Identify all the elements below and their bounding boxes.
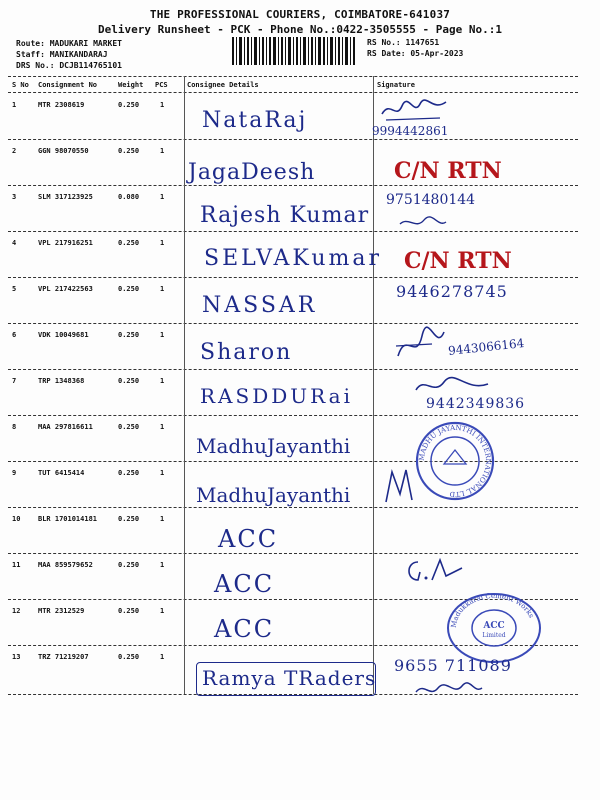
- signature-scribble: [412, 374, 492, 398]
- column-divider: [184, 76, 185, 694]
- runsheet-meta-right: [367, 37, 463, 59]
- consignee-handwriting: ACC: [214, 615, 275, 643]
- row-sno: 13: [12, 653, 21, 661]
- route-label: Route: MADUKARI MARKET: [16, 39, 122, 48]
- row-sno: 8: [12, 423, 17, 431]
- row-sno: 6: [12, 331, 17, 339]
- row-consignment: GGN 98070550: [38, 147, 89, 155]
- row-pcs: 1: [160, 469, 165, 477]
- signature-scribble: [398, 214, 448, 232]
- row-pcs: 1: [160, 193, 165, 201]
- signature-phone: 9442349836: [426, 396, 526, 412]
- row-consignment: TUT 6415414: [38, 469, 85, 477]
- row-rule: [8, 507, 578, 508]
- row-sno: 7: [12, 377, 17, 385]
- row-sno: 5: [12, 285, 17, 293]
- row-rule: [8, 369, 578, 370]
- acc-seal: [444, 590, 544, 664]
- row-weight: 0.250: [118, 377, 140, 385]
- row-pcs: 1: [160, 239, 165, 247]
- row-weight: 0.250: [118, 561, 140, 569]
- table-top-rule: [8, 76, 578, 77]
- runsheet-title: Delivery Runsheet - PCK - Phone No.:0422-3505555 - Page No.:1: [98, 23, 502, 36]
- column-divider: [373, 76, 374, 694]
- consignee-handwriting: Ramya TRaders: [202, 666, 377, 690]
- row-consignment: VDK 10049681: [38, 331, 89, 339]
- signature-phone: 9655 711089: [394, 656, 512, 675]
- row-rule: [8, 553, 578, 554]
- drs-number: DRS No.: DCJB114765101: [16, 61, 122, 70]
- row-weight: 0.250: [118, 101, 140, 109]
- runsheet-meta-left: [16, 38, 122, 71]
- row-pcs: 1: [160, 285, 165, 293]
- return-mark: C/N RTN: [394, 158, 502, 184]
- consignee-handwriting: MadhuJayanthi: [196, 434, 351, 458]
- consignee-handwriting: ACC: [214, 570, 275, 598]
- signature-scribble: [414, 680, 484, 700]
- seal-sub-text: Limited: [482, 632, 506, 639]
- row-pcs: 1: [160, 607, 165, 615]
- consignee-handwriting: MadhuJayanthi: [196, 483, 351, 507]
- row-weight: 0.250: [118, 607, 140, 615]
- barcode: [232, 37, 356, 65]
- row-consignment: TRP 1348368: [38, 377, 85, 385]
- signature-scribble: [382, 466, 416, 506]
- row-sno: 2: [12, 147, 17, 155]
- row-consignment: VPL 217916251: [38, 239, 93, 247]
- row-rule: [8, 277, 578, 278]
- consignee-handwriting: JagaDeesh: [188, 160, 316, 185]
- row-pcs: 1: [160, 331, 165, 339]
- seal-center-text: ACC: [483, 621, 505, 631]
- row-pcs: 1: [160, 147, 165, 155]
- row-consignment: BLR 1701014181: [38, 515, 98, 523]
- column-header-consignment: Consignment No: [38, 81, 98, 89]
- signature-scribble: [402, 556, 466, 586]
- row-weight: 0.250: [118, 469, 140, 477]
- column-header-signature: Signature: [377, 81, 415, 89]
- row-sno: 11: [12, 561, 21, 569]
- row-sno: 4: [12, 239, 17, 247]
- row-consignment: MAA 859579652: [38, 561, 93, 569]
- row-pcs: 1: [160, 423, 165, 431]
- row-weight: 0.250: [118, 331, 140, 339]
- consignee-handwriting: ACC: [218, 525, 279, 553]
- column-header-pcs: PCS: [155, 81, 168, 89]
- signature-phone: 9994442861: [372, 124, 449, 138]
- row-consignment: TRZ 71219207: [38, 653, 89, 661]
- row-consignment: VPL 217422563: [38, 285, 93, 293]
- row-weight: 0.250: [118, 147, 140, 155]
- row-pcs: 1: [160, 377, 165, 385]
- seal-text: MADHU JAYANTHI INTERNATIONAL LTD: [417, 423, 493, 499]
- signature-scribble: [380, 96, 450, 126]
- rs-number: RS No.: 1147651: [367, 38, 440, 47]
- consignee-handwriting: Rajesh Kumar: [200, 203, 370, 228]
- row-consignment: MTR 2308619: [38, 101, 85, 109]
- staff-label: Staff: MANIKANDARAJ: [16, 50, 108, 59]
- row-weight: 0.250: [118, 423, 140, 431]
- column-header-weight: Weight: [118, 81, 144, 89]
- row-weight: 0.250: [118, 515, 140, 523]
- row-consignment: SLM 317123925: [38, 193, 93, 201]
- row-sno: 12: [12, 607, 21, 615]
- row-pcs: 1: [160, 653, 165, 661]
- row-rule: [8, 415, 578, 416]
- consignee-handwriting: NASSAR: [202, 293, 318, 318]
- signature-scribble: [392, 322, 452, 366]
- column-header-consignee: Consignee Details: [187, 81, 259, 89]
- signature-phone: 9446278745: [396, 282, 508, 301]
- row-consignment: MAA 297816611: [38, 423, 93, 431]
- row-weight: 0.250: [118, 239, 140, 247]
- column-header-sno: S No: [12, 81, 29, 89]
- row-weight: 0.250: [118, 653, 140, 661]
- seal-ring-text: Madukkarai Cement Works: [449, 591, 536, 629]
- row-pcs: 1: [160, 515, 165, 523]
- consignee-handwriting: NataRaj: [202, 108, 308, 133]
- row-rule: [8, 323, 578, 324]
- row-rule: [8, 139, 578, 140]
- row-weight: 0.080: [118, 193, 140, 201]
- row-weight: 0.250: [118, 285, 140, 293]
- company-seal: [414, 420, 496, 502]
- row-rule: [8, 185, 578, 186]
- signature-phone: 9751480144: [386, 192, 476, 208]
- rs-date: RS Date: 05-Apr-2023: [367, 49, 464, 58]
- consignee-handwriting: RASDDURai: [200, 384, 353, 408]
- row-sno: 3: [12, 193, 17, 201]
- row-pcs: 1: [160, 561, 165, 569]
- svg-text:MADHU JAYANTHI INTERNATIONAL L: [418, 424, 492, 498]
- row-sno: 9: [12, 469, 17, 477]
- header-rule: [8, 92, 578, 93]
- consignee-handwriting: Sharon: [200, 340, 293, 365]
- return-mark: C/N RTN: [404, 248, 512, 274]
- row-pcs: 1: [160, 101, 165, 109]
- company-title: THE PROFESSIONAL COURIERS, COIMBATORE-641037: [149, 8, 451, 21]
- row-sno: 10: [12, 515, 21, 523]
- row-consignment: MTR 2312529: [38, 607, 85, 615]
- signature-phone: 9443066164: [447, 336, 525, 358]
- row-rule: [8, 231, 578, 232]
- consignee-handwriting: SELVAKumar: [204, 246, 383, 271]
- row-sno: 1: [12, 101, 17, 109]
